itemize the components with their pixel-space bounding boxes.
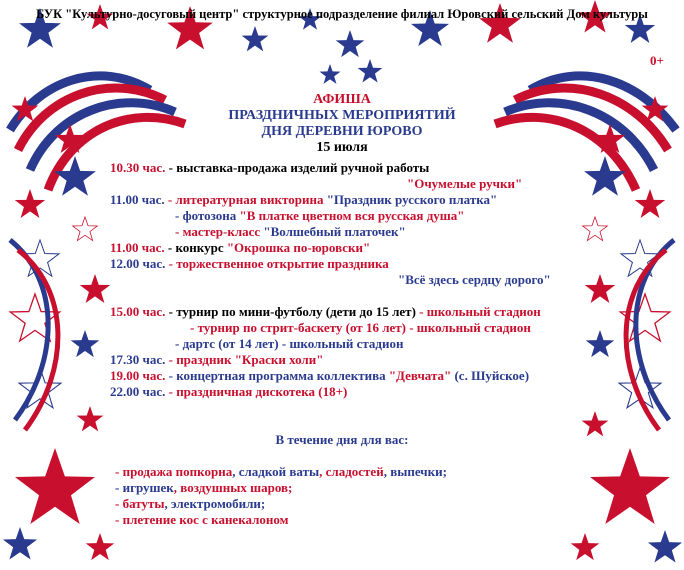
schedule-line-1 <box>110 160 429 176</box>
schedule-line-7 <box>110 256 389 272</box>
schedule-line-8: "Всё здесь сердцу дорого" <box>398 272 551 287</box>
event-name: "В платке цветном вся русская душа" <box>239 208 465 223</box>
event-text: - дартс (от 14 лет) <box>175 336 282 351</box>
during-day-heading: В течение дня для вас: <box>275 432 409 447</box>
time: 17.30 час. <box>110 352 166 367</box>
event-text: - праздничная дискотека (18+) <box>165 384 348 399</box>
organization-header: БУК "Культурно-досуговый центр" структурное подразделение филиал Юровский сельский Дом культуры <box>36 7 648 21</box>
item: - игрушек <box>115 480 174 495</box>
schedule-line-6 <box>110 240 370 256</box>
schedule-line-10 <box>190 320 531 336</box>
item: - плетение кос с канекалоном <box>115 512 289 527</box>
age-rating-badge: 0+ <box>650 53 664 68</box>
time: 11.00 час. <box>110 192 165 207</box>
schedule-line-11 <box>175 336 403 352</box>
item: - батуты <box>115 496 165 511</box>
schedule-line-9 <box>110 304 541 320</box>
event-text: - торжественное открытие праздника <box>165 256 389 271</box>
during-day-line-1 <box>115 464 447 480</box>
during-day-line-2 <box>115 480 292 496</box>
during-day-line-3 <box>115 496 265 512</box>
time: 10.30 час. <box>110 160 166 175</box>
time: 19.00 час. <box>110 368 166 383</box>
event-name: "Девчата" <box>388 368 452 383</box>
time: 12.00 час. <box>110 256 166 271</box>
event-text: - конкурс <box>164 240 227 255</box>
event-text: - турнир по мини-футболу (дети до 15 лет) <box>165 304 420 319</box>
item: - продажа попкорна <box>115 464 233 479</box>
event-name: "Волшебный платочек" <box>263 224 406 239</box>
poster-subtitle-events: ПРАЗДНИЧНЫХ МЕРОПРИЯТИЙ <box>228 108 456 123</box>
event-text: - праздник <box>165 352 235 367</box>
item: , сладостей <box>319 464 384 479</box>
event-text: - мастер-класс <box>175 224 264 239</box>
time: 11.00 час. <box>110 240 165 255</box>
event-place: - школьный стадион <box>419 304 541 319</box>
event-name: "Окрошка по-юровски" <box>226 240 371 255</box>
event-name: "Праздник русского платка" <box>326 192 498 207</box>
item: , электромобили; <box>164 496 266 511</box>
schedule-line-2: "Очумелые ручки" <box>407 176 523 191</box>
schedule-line-12 <box>110 352 323 368</box>
time: 22.00 час. <box>110 384 166 399</box>
event-text: - выставка-продажа изделий ручной работы <box>165 160 430 175</box>
schedule-line-14 <box>110 384 347 400</box>
schedule-line-13 <box>110 368 529 384</box>
item: , сладкой ваты <box>232 464 320 479</box>
schedule-line-4 <box>175 208 464 224</box>
event-place: - школьный стадион <box>409 320 531 335</box>
time: 15.00 час. <box>110 304 166 319</box>
poster-subtitle-village: ДНЯ ДЕРЕВНИ ЮРОВО <box>261 124 423 139</box>
event-name: "Краски холи" <box>234 352 324 367</box>
event-place: (с. Шуйское) <box>451 368 530 383</box>
schedule-line-5 <box>175 224 406 240</box>
event-text: - фотозона <box>175 208 240 223</box>
during-day-line-4 <box>115 512 289 528</box>
item: , воздушных шаров; <box>173 480 293 495</box>
event-text: - литературная викторина <box>164 192 327 207</box>
event-text: - концертная программа коллектива <box>165 368 389 383</box>
event-place: - школьный стадион <box>281 336 404 351</box>
event-text: - турнир по стрит-баскету (от 16 лет) <box>190 320 410 335</box>
schedule-line-3 <box>110 192 497 208</box>
item: , выпечки; <box>383 464 447 479</box>
poster-title: АФИША <box>313 92 371 107</box>
event-date: 15 июля <box>316 140 368 155</box>
